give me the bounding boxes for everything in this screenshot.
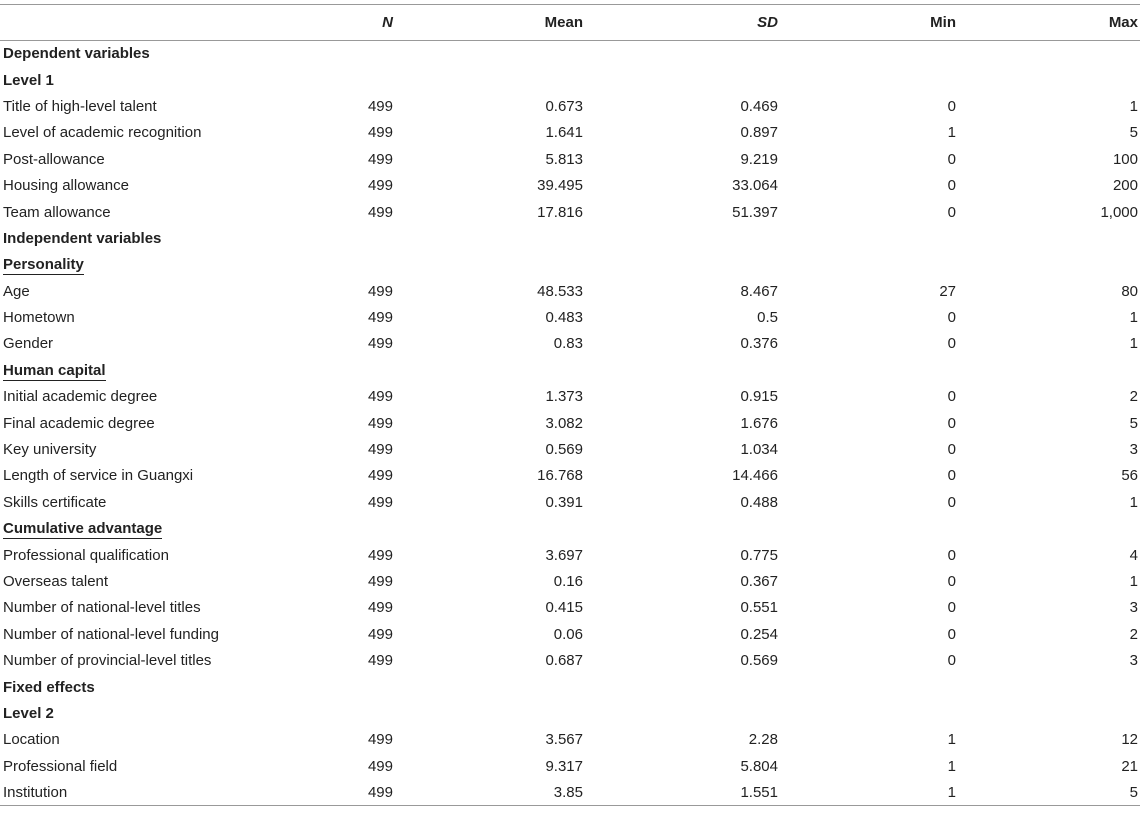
cell-max: 3: [1129, 652, 1138, 670]
level-heading: Level 2: [3, 704, 54, 722]
table-body: [0, 41, 1140, 806]
cell-min: 0: [947, 388, 956, 406]
cell-n: 499: [367, 757, 393, 775]
cell-sd: 51.397: [732, 203, 778, 221]
cell-n: 499: [367, 625, 393, 643]
variable-name: Professional qualification: [3, 546, 169, 564]
cell-mean: 3.85: [393, 779, 583, 805]
variable-name: Level of academic recognition: [3, 124, 202, 142]
variable-name: Length of service in Guangxi: [3, 467, 194, 485]
cell-min: 1: [947, 731, 956, 749]
cell-max: 5: [1129, 124, 1138, 142]
cell-max: 200: [1112, 177, 1138, 195]
cell-min: 0: [947, 97, 956, 115]
cell-sd: 0.254: [740, 625, 778, 643]
cell-mean: 3.567: [545, 731, 583, 749]
table-row: [0, 93, 1140, 119]
cell-n: 499: [367, 441, 393, 459]
cell-min: 0: [947, 652, 956, 670]
cell-mean: 0.415: [545, 599, 583, 617]
cell-n: 499: [367, 546, 393, 564]
section-heading: Dependent variables: [3, 45, 150, 63]
table-row: [0, 595, 1140, 621]
cell-mean: 0.673: [545, 97, 583, 115]
cell-min: 0: [947, 467, 956, 485]
cell-min: 0: [947, 177, 956, 195]
cell-n: 499: [367, 203, 393, 221]
cell-max: 3: [1129, 441, 1138, 459]
table-row: [0, 727, 1140, 753]
header-min: Min: [778, 5, 956, 41]
cell-n: 499: [367, 414, 393, 432]
cell-mean: 17.816: [537, 203, 583, 221]
cell-sd: 33.064: [732, 177, 778, 195]
cell-mean: 1.641: [545, 124, 583, 142]
cell-min: 0: [947, 573, 956, 590]
cell-mean: 0.06: [553, 625, 583, 643]
cell-sd: 0.915: [740, 388, 778, 406]
section-row: [0, 357, 1140, 383]
table-row: [0, 436, 1140, 462]
table-row: [0, 542, 1140, 568]
table-row: [0, 384, 1140, 410]
table-row: [0, 278, 1140, 304]
table-row: [0, 779, 1140, 805]
section-row: [0, 674, 1140, 700]
cell-max: 1,000: [1100, 203, 1138, 221]
cell-max: 1: [1129, 573, 1138, 590]
table-row: [0, 410, 1140, 436]
cell-max: 5: [1129, 414, 1138, 432]
cell-mean: 3.697: [545, 546, 583, 564]
cell-min: 0: [947, 309, 956, 327]
variable-name: Initial academic degree: [3, 388, 158, 406]
cell-max: 3: [1129, 599, 1138, 617]
cell-max: 5: [956, 779, 1140, 805]
cell-sd: 0.775: [740, 546, 778, 564]
variable-name: Age: [3, 282, 30, 300]
cell-sd: 0.5: [757, 309, 778, 327]
section-subheading-label: Personality: [3, 256, 84, 274]
cell-max: 56: [1121, 467, 1138, 485]
section-row: [0, 225, 1140, 251]
cell-n: 499: [367, 97, 393, 115]
cell-min: 27: [939, 282, 956, 300]
cell-sd: 0.367: [740, 573, 778, 590]
cell-mean: 0.687: [545, 652, 583, 670]
table-row: [0, 199, 1140, 225]
cell-n: 499: [367, 388, 393, 406]
cell-sd: 5.804: [740, 757, 778, 775]
cell-n: 499: [367, 467, 393, 485]
cell-sd: 0.376: [740, 335, 778, 353]
cell-max: 80: [1121, 282, 1138, 300]
section-subheading: [0, 357, 1140, 383]
cell-n: 499: [367, 124, 393, 142]
header-max: Max: [956, 5, 1140, 41]
variable-name: Gender: [3, 335, 54, 353]
cell-mean: 9.317: [545, 757, 583, 775]
variable-name: Hometown: [3, 309, 75, 327]
cell-min: 0: [947, 203, 956, 221]
cell-n: 499: [367, 599, 393, 617]
cell-n: 499: [367, 309, 393, 327]
cell-mean: 16.768: [537, 467, 583, 485]
cell-mean: 0.569: [545, 441, 583, 459]
section-subheading: [0, 516, 1140, 542]
table-row: [0, 331, 1140, 357]
cell-n: 499: [293, 779, 393, 805]
cell-sd: 0.488: [740, 493, 778, 511]
section-row: [0, 41, 1140, 67]
variable-name: Location: [3, 731, 60, 749]
cell-mean: 39.495: [537, 177, 583, 195]
cell-max: 4: [1129, 546, 1138, 564]
cell-mean: 0.483: [545, 309, 583, 327]
cell-min: 1: [778, 779, 956, 805]
cell-sd: 0.569: [740, 652, 778, 670]
cell-sd: 1.034: [740, 441, 778, 459]
section-subheading: [0, 252, 1140, 278]
section-row: [0, 516, 1140, 542]
table-row: [0, 753, 1140, 779]
section-heading: Fixed effects: [3, 678, 95, 696]
table-row: [0, 120, 1140, 146]
cell-sd: 9.219: [740, 150, 778, 168]
section-row: [0, 700, 1140, 726]
table-row: [0, 463, 1140, 489]
variable-name: Number of provincial-level titles: [3, 652, 212, 670]
cell-sd: 1.551: [583, 779, 778, 805]
cell-min: 1: [947, 757, 956, 775]
cell-mean: 48.533: [537, 282, 583, 300]
cell-sd: 0.469: [740, 97, 778, 115]
variable-name: Overseas talent: [3, 573, 109, 590]
cell-n: 499: [367, 335, 393, 353]
cell-max: 21: [1121, 757, 1138, 775]
cell-max: 1: [1129, 493, 1138, 511]
header-row: [0, 5, 1140, 41]
cell-min: 0: [947, 335, 956, 353]
cell-min: 0: [947, 441, 956, 459]
cell-min: 0: [947, 546, 956, 564]
variable-name: Housing allowance: [3, 177, 129, 195]
cell-min: 1: [947, 124, 956, 142]
section-row: [0, 67, 1140, 93]
section-subheading-label: Human capital: [3, 361, 106, 379]
cell-sd: 1.676: [740, 414, 778, 432]
variable-name: Institution: [0, 779, 293, 805]
cell-max: 1: [1129, 97, 1138, 115]
cell-min: 0: [947, 625, 956, 643]
cell-sd: 0.897: [740, 124, 778, 142]
table-row: [0, 489, 1140, 515]
level-heading: Level 1: [3, 71, 54, 89]
cell-mean: 0.16: [553, 573, 583, 590]
variable-name: Title of high-level talent: [3, 97, 157, 115]
cell-n: 499: [367, 731, 393, 749]
variable-name: Final academic degree: [3, 414, 155, 432]
cell-n: 499: [367, 282, 393, 300]
cell-mean: 0.391: [545, 493, 583, 511]
table-row: [0, 647, 1140, 673]
variable-name: Number of national-level funding: [3, 625, 219, 643]
cell-mean: 3.082: [545, 414, 583, 432]
section-row: [0, 252, 1140, 278]
cell-sd: 2.28: [748, 731, 778, 749]
cell-n: 499: [367, 573, 393, 590]
cell-mean: 1.373: [545, 388, 583, 406]
variable-name: Team allowance: [3, 203, 111, 221]
variable-name: Key university: [3, 441, 97, 459]
cell-n: 499: [367, 150, 393, 168]
cell-max: 1: [1129, 309, 1138, 327]
cell-min: 0: [947, 599, 956, 617]
cell-n: 499: [367, 177, 393, 195]
header-sd: SD: [583, 5, 778, 41]
cell-min: 0: [947, 493, 956, 511]
table-row: [0, 568, 1140, 594]
header-variable: [0, 5, 293, 41]
cell-n: 499: [367, 652, 393, 670]
cell-sd: 0.551: [740, 599, 778, 617]
cell-sd: 8.467: [740, 282, 778, 300]
descriptive-statistics-table: [0, 4, 1140, 806]
section-heading: Independent variables: [3, 229, 162, 247]
cell-mean: 5.813: [545, 150, 583, 168]
table-row: [0, 146, 1140, 172]
variable-name: Post-allowance: [3, 150, 105, 168]
header-n: N: [293, 5, 393, 41]
cell-sd: 14.466: [732, 467, 778, 485]
table-row: [0, 621, 1140, 647]
cell-max: 2: [1129, 625, 1138, 643]
table-row: [0, 172, 1140, 198]
cell-max: 2: [1129, 388, 1138, 406]
cell-n: 499: [367, 493, 393, 511]
cell-mean: 0.83: [553, 335, 583, 353]
variable-name: Number of national-level titles: [3, 599, 201, 617]
cell-min: 0: [947, 150, 956, 168]
cell-max: 12: [1121, 731, 1138, 749]
variable-name: Professional field: [3, 757, 118, 775]
header-mean: Mean: [393, 5, 583, 41]
table-row: [0, 304, 1140, 330]
cell-max: 100: [1112, 150, 1138, 168]
cell-min: 0: [947, 414, 956, 432]
section-subheading-label: Cumulative advantage: [3, 520, 163, 538]
variable-name: Skills certificate: [3, 493, 107, 511]
cell-max: 1: [1129, 335, 1138, 353]
